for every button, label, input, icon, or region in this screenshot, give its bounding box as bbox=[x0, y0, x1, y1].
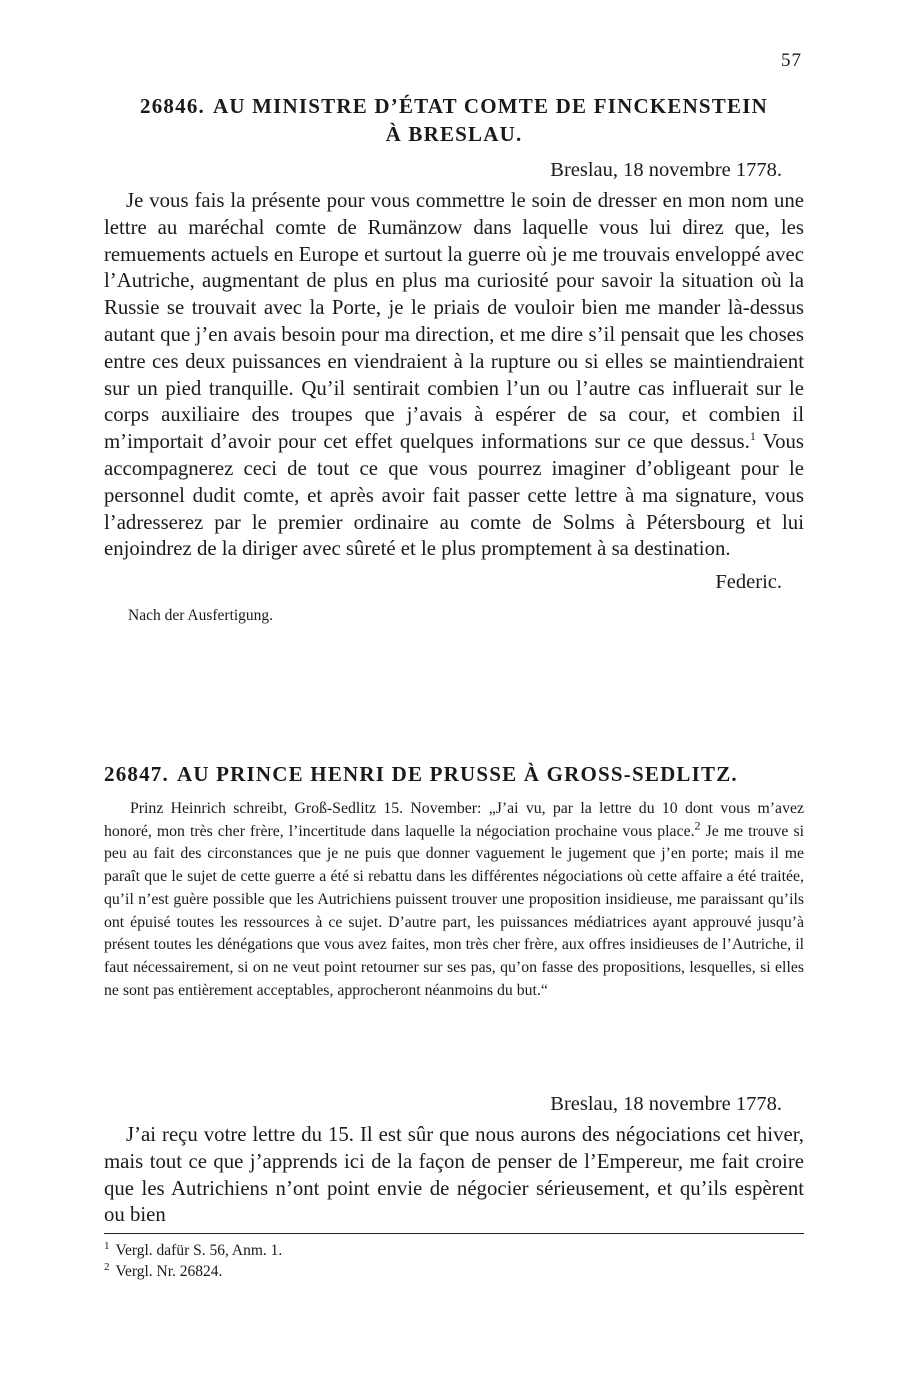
entry-26847-letter bbox=[104, 1082, 804, 1282]
footnote-2 bbox=[104, 1261, 804, 1282]
footnotes bbox=[104, 1240, 804, 1282]
entry-26846 bbox=[104, 92, 804, 627]
footnote-1 bbox=[104, 1240, 804, 1261]
summary-text: Prinz Heinrich schreibt, Groß-Sedlitz 15. November: „J’ai vu, par la lettre du 10 dont vous m’avez honoré, mon très cher frère, l’incertitude dans laquelle la négociation prochaine vous place. bbox=[104, 800, 804, 840]
footnote-ref: 1 bbox=[749, 429, 756, 444]
letter-text: Je vous fais la présente pour vous commettre le soin de dresser en mon nom une lettre au maréchal comte de Rumänzow dans laquelle vous lui direz que, les remuements actuels en Europe et surtout la guerre où je me trouvais enveloppé avec l’Autriche, augmentant de plus en plus ma curiosité pour savoir la situation où la Russie se trouvait avec la Porte, je le priais de vouloir bien me mander là-dessus autant que j’en avais besoin pour ma direction, et me dire s’il pensait que les choses entre ces deux puissances en viendraient à la rupture ou si elles se maintiendraient sur un pied tranquille. Qu’il sentirait combien l’un ou l’autre cas influerait sur le corps auxiliaire des troupes que j’avais à espérer de sa cour, et combien il m’importait d’avoir pour cet effet quelques informations sur ce que dessus. bbox=[104, 189, 804, 454]
footnote-text: Vergl. Nr. 26824. bbox=[115, 1263, 223, 1281]
letter-body bbox=[104, 188, 804, 563]
footnote-text: Vergl. dafür S. 56, Anm. 1. bbox=[115, 1242, 283, 1260]
footnote-mark: 1 bbox=[104, 1240, 110, 1253]
summary-paragraph bbox=[104, 798, 804, 1002]
dateline: Breslau, 18 novembre 1778. bbox=[550, 159, 782, 181]
footnote-ref: 2 bbox=[694, 818, 701, 833]
summary-text-continued: Je me trouve si peu au fait des circonstances que je ne puis que donner vaguement le jugement que j’en porte; mais il me paraît que le sujet de cette guerre a été si rebattu dans les différentes négociations où cette affaire a été traitée, qu’il n’est guère possible que les Autrichiens puissent trouver une proposition insidieuse, me paraissant qu’ils ont épuisé toutes les ressources à ce sujet. D’autre part, les puissances médiatrices ayant approuvé jusqu’à présent toutes les dénégations que vous avez faites, mon très cher frère, aux offres insidieuses de l’Autriche, il faut nécessairement, si on ne veut point retourner sur ses pas, qu’on fasse des propositions, lesquelles, si elles ne sont pas entièrement acceptables, approcheront néanmoins du but.“ bbox=[104, 822, 804, 999]
heading-line-2: À BRESLAU. bbox=[385, 122, 523, 146]
page-number: 57 bbox=[781, 50, 802, 71]
letter-body: J’ai reçu votre lettre du 15. Il est sûr que nous aurons des négociations cet hiver, mais tout ce que j’apprends ici de la façon de penser de l’Empereur, me fait croire que les Autrichiens n’ont point envie de négocier sérieusement, et qu’ils espèrent ou bien bbox=[104, 1123, 804, 1227]
heading-line-1: AU MINISTRE D’ÉTAT COMTE DE FINCKENSTEIN bbox=[212, 94, 768, 118]
signature: Federic. bbox=[715, 571, 782, 594]
dateline: Breslau, 18 novembre 1778. bbox=[550, 1093, 782, 1115]
letter-text-continued: Vous accompagnerez ceci de tout ce que vous pourrez imaginer d’obligeant pour le personnel dudit comte, et après avoir fait passer cette lettre à ma signature, vous l’adresserez par le premier ordinaire au comte de Solms à Pétersbourg et lui enjoindrez de la diriger avec sûreté et le plus promptement à sa destination. bbox=[104, 430, 804, 561]
entry-26847 bbox=[104, 760, 804, 1002]
source-note: Nach der Ausfertigung. bbox=[128, 607, 274, 625]
entry-number: 26847. bbox=[104, 762, 169, 786]
entry-number: 26846. bbox=[140, 94, 205, 118]
entry-heading bbox=[104, 760, 804, 788]
footnote-mark: 2 bbox=[104, 1261, 110, 1274]
footnote-divider bbox=[104, 1233, 804, 1234]
entry-heading bbox=[104, 92, 804, 148]
heading-line: AU PRINCE HENRI DE PRUSSE À GROSS-SEDLITZ. bbox=[176, 762, 738, 786]
